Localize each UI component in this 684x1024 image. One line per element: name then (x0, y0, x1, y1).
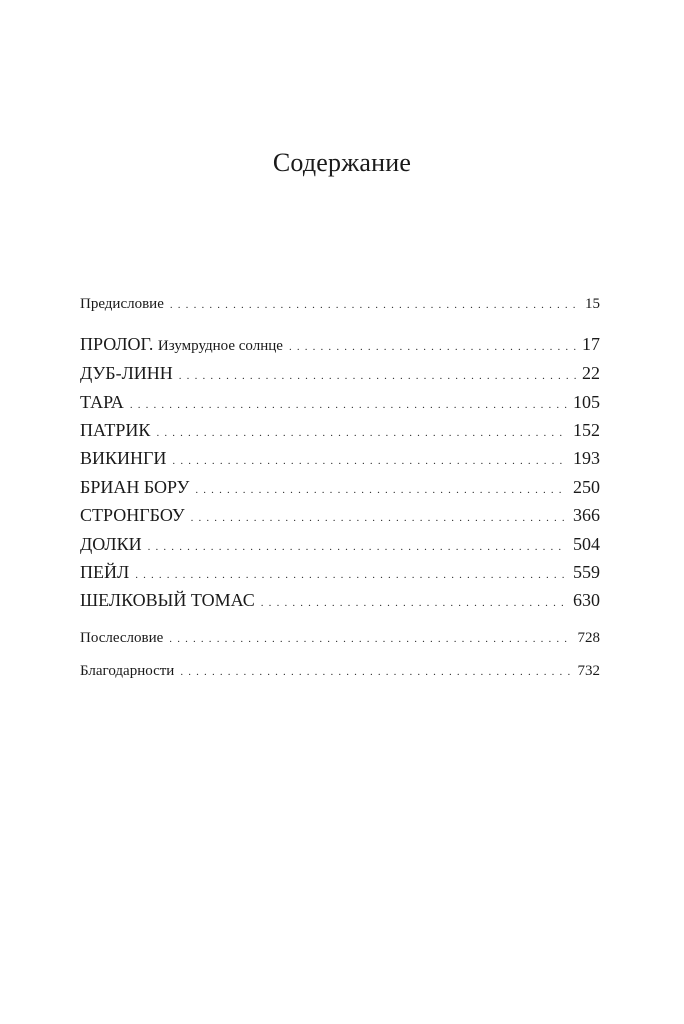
toc-entry-title: СТРОНГБОУ (80, 505, 185, 525)
dot-leader (180, 663, 571, 680)
page-title: Содержание (272, 148, 412, 177)
toc-entry-patrick[interactable] (80, 420, 600, 441)
toc-entry-title: ВИКИНГИ (80, 448, 167, 468)
toc-entry-prologue[interactable] (80, 334, 600, 355)
toc-entry-vikings[interactable] (80, 448, 600, 469)
dot-leader (261, 590, 567, 611)
toc-entry-page: 105 (573, 392, 600, 412)
table-of-contents (80, 0, 600, 1024)
toc-entry-page: 559 (573, 562, 600, 582)
toc-entry-strongbow[interactable] (80, 505, 600, 526)
dot-leader (172, 448, 567, 469)
toc-entry-preface[interactable] (80, 296, 600, 313)
toc-entry-pale[interactable] (80, 562, 600, 583)
toc-entry-title: Благодарности (80, 663, 175, 679)
toc-entry-title: ПЕЙЛ (80, 562, 130, 582)
dot-leader (135, 562, 567, 583)
toc-entry-title: Послесловие (80, 630, 164, 646)
dot-leader (179, 363, 576, 384)
dot-leader (289, 334, 576, 355)
toc-entry-page: 250 (573, 477, 600, 497)
toc-entry-title: ШЕЛКОВЫЙ ТОМАС (80, 590, 255, 610)
dot-leader (195, 477, 567, 498)
toc-entry-dalkey[interactable] (80, 534, 600, 555)
toc-entry-acknowledgements[interactable] (80, 663, 600, 680)
toc-entry-title: Предисловие (80, 296, 164, 312)
dot-leader (156, 420, 567, 441)
toc-entry-afterword[interactable] (80, 630, 600, 647)
toc-entry-page: 728 (577, 630, 600, 646)
toc-entry-page: 15 (585, 296, 600, 312)
toc-entry-title: ПАТРИК (80, 420, 151, 440)
toc-entry-title: ПРОЛОГ. (80, 334, 154, 354)
toc-entry-page: 193 (573, 448, 600, 468)
toc-entry-page: 732 (577, 663, 600, 679)
toc-entry-page: 152 (573, 420, 600, 440)
toc-entry-silken-thomas[interactable] (80, 590, 600, 611)
dot-leader (191, 505, 567, 526)
toc-entry-page: 366 (573, 505, 600, 525)
dot-leader (148, 534, 567, 555)
toc-entry-dub-linn[interactable] (80, 363, 600, 384)
dot-leader (170, 296, 579, 313)
toc-entry-page: 630 (573, 590, 600, 610)
toc-entry-page: 22 (582, 363, 600, 383)
dot-leader (169, 630, 571, 647)
toc-entry-title: ДУБ-ЛИНН (80, 363, 173, 383)
toc-entry-page: 17 (582, 334, 600, 354)
dot-leader (130, 392, 567, 413)
toc-entry-subtitle: Изумрудное солнце (157, 338, 283, 354)
toc-entry-brian-boru[interactable] (80, 477, 600, 498)
toc-entry-tara[interactable] (80, 392, 600, 413)
toc-entry-title: ТАРА (80, 392, 124, 412)
toc-entry-title: БРИАН БОРУ (80, 477, 190, 497)
toc-entry-title: ДОЛКИ (80, 534, 142, 554)
toc-entry-page: 504 (573, 534, 600, 554)
